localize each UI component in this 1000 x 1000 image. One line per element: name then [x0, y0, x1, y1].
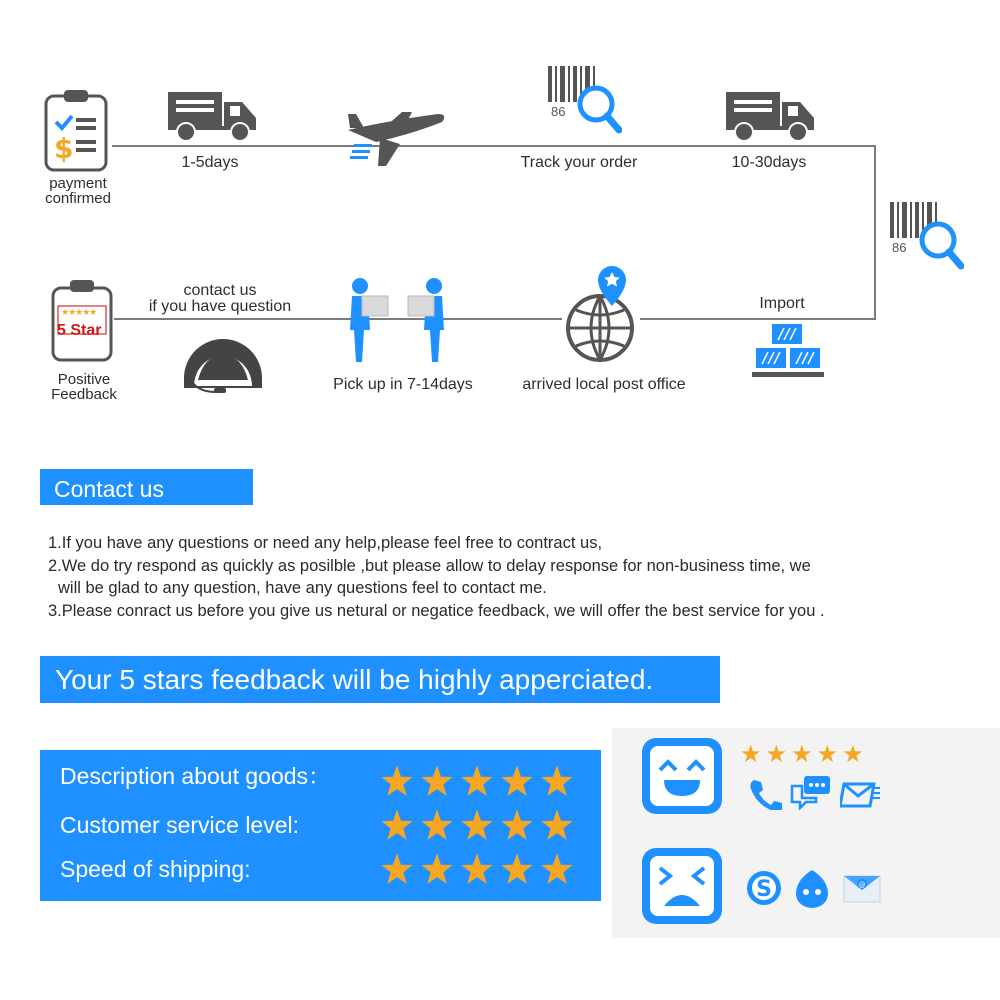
- star-icon: [500, 852, 534, 886]
- arrived-label: arrived local post office: [522, 376, 686, 393]
- mail-icon: [840, 778, 882, 813]
- five-star-text: 5 Star: [57, 322, 102, 339]
- airplane-icon: [344, 108, 446, 173]
- rating-stars-shipping: [380, 852, 580, 891]
- star-icon: [420, 852, 454, 886]
- feedback-banner: [40, 656, 720, 703]
- truck-icon-2: [724, 88, 816, 147]
- star-icon: [380, 852, 414, 886]
- step-10-30days: 10-30days: [731, 154, 807, 171]
- payment-confirmed-label: payment confirmed: [45, 175, 111, 207]
- sad-face-icon: [640, 846, 724, 931]
- feedback-banner-text: Your 5 stars feedback will be highly apperciated.: [55, 664, 654, 695]
- import-label: Import: [759, 295, 805, 312]
- flow-line-right: [874, 145, 876, 320]
- contact-us-title: Contact us: [54, 476, 164, 502]
- import-boxes-icon: [752, 322, 824, 385]
- phone-icon: [748, 776, 782, 815]
- pickup-label: Pick up in 7-14days: [333, 376, 473, 393]
- star-icon: [500, 764, 534, 798]
- top-stars-icon: ★★★★★: [740, 741, 868, 768]
- mini-stars-icon: ★★★★★: [61, 307, 97, 317]
- step-1-5days: 1-5days: [181, 154, 239, 171]
- star-icon: [540, 764, 574, 798]
- contact-us-banner: [40, 469, 253, 505]
- positive-feedback-label: Positive Feedback: [51, 371, 117, 403]
- rating-stars-description: [380, 764, 580, 803]
- barcode-search-icon-2: [888, 200, 964, 277]
- headset-agent-icon: [180, 322, 266, 399]
- svg-text:@: @: [858, 881, 866, 889]
- contact-instructions: [48, 532, 825, 622]
- globe-pin-icon: [562, 264, 640, 369]
- chat-icon: [790, 774, 832, 815]
- svg-text:S: S: [756, 877, 772, 902]
- contact-line-2: 2.We do try respond as quickly as posilble ,but please allow to delay response for non-business time, we: [48, 556, 811, 575]
- rating-label-service: Customer service level:: [60, 812, 300, 838]
- qq-bubble-icon: [792, 866, 832, 915]
- feedback-icons-panel: [612, 728, 1000, 938]
- barcode-search-icon: [546, 64, 622, 141]
- happy-face-icon: [640, 736, 724, 821]
- barcode-number-2: 86: [892, 240, 907, 255]
- skype-icon: [744, 868, 784, 913]
- star-icon: [540, 808, 574, 842]
- flow-line-bottom: [112, 318, 876, 320]
- contact-line-4: 3.Please conract us before you give us netural or negatice feedback, we will offer the best service for you .: [48, 601, 825, 620]
- contact-line-1: 1.If you have any questions or need any help,please feel free to contract us,: [48, 534, 603, 552]
- star-icon: [380, 808, 414, 842]
- rating-panel: [40, 750, 601, 901]
- star-icon: [540, 852, 574, 886]
- track-order-label: Track your order: [520, 154, 638, 171]
- rating-label-description: Description about goods：: [60, 763, 332, 789]
- star-icon: [420, 764, 454, 798]
- email-envelope-icon: [842, 872, 882, 909]
- delivery-workers-icon: [346, 276, 454, 369]
- star-icon: [460, 852, 494, 886]
- contact-question-label: contact us if you have question: [138, 283, 302, 315]
- svg-text:$: $: [54, 132, 74, 165]
- star-icon: [460, 764, 494, 798]
- payment-clipboard-icon: [42, 88, 110, 177]
- barcode-number: 86: [551, 104, 566, 119]
- star-icon: [420, 808, 454, 842]
- star-icon: [460, 808, 494, 842]
- star-icon: [500, 808, 534, 842]
- contact-line-3: will be glad to any question, have any questions feel to contact me.: [58, 579, 547, 597]
- rating-stars-service: [380, 808, 580, 847]
- star-icon: [380, 764, 414, 798]
- rating-label-shipping: Speed of shipping:: [60, 856, 251, 882]
- truck-icon: [166, 88, 258, 147]
